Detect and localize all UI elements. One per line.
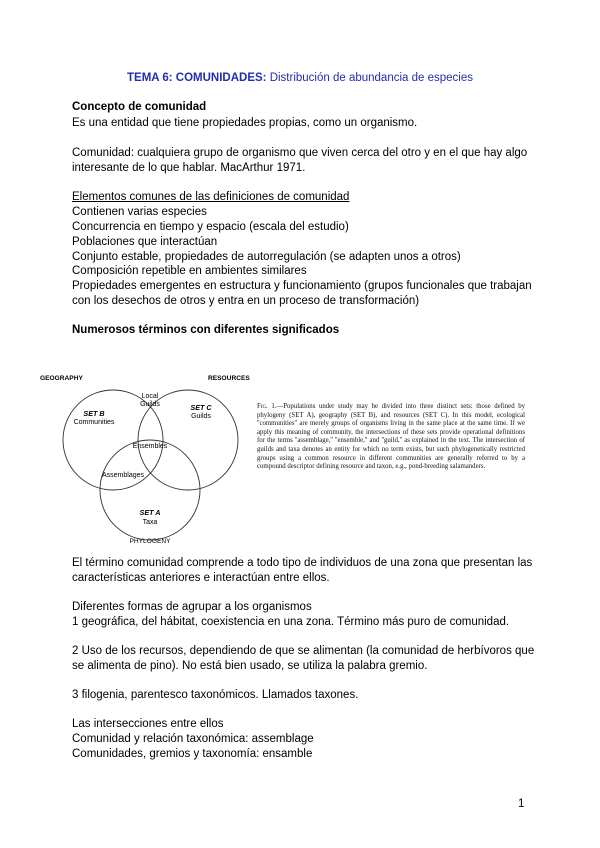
paragraph-entidad: Es una entidad que tiene propiedades propias, como un organismo. — [72, 117, 418, 129]
label-phylogeny: PHYLOGENY — [129, 538, 171, 545]
label-local: Local — [141, 393, 159, 400]
label-communities: Communities — [73, 419, 115, 426]
heading-elementos: Elementos comunes de las definiciones de comunidad — [72, 191, 350, 203]
paragraph-formas-1: 1 geográfica, del hábitat, coexistencia en una zona. Término más puro de comunidad. — [72, 616, 510, 628]
title-bold: TEMA 6: COMUNIDADES: — [127, 72, 267, 84]
venn-diagram — [38, 360, 270, 550]
label-guilds: Guilds — [191, 413, 211, 420]
elemento-item: con los desechos de otros y entra en un proceso de transformación) — [72, 295, 420, 307]
heading-concepto: Concepto de comunidad — [72, 101, 207, 113]
elemento-item: Contienen varias especies — [72, 206, 207, 218]
label-set-a: SET A — [139, 508, 161, 517]
paragraph-formas-heading: Diferentes formas de agrupar a los organismos — [72, 601, 312, 613]
paragraph-intersecciones: Las intersecciones entre ellos — [72, 718, 224, 730]
paragraph-comunidad-line-2: interesante de lo que hablar. MacArthur 1971. — [72, 162, 306, 174]
label-geography: GEOGRAPHY — [40, 375, 83, 382]
caption-fig: Fig. 1. — [257, 403, 277, 410]
elemento-item: Concurrencia en tiempo y espacio (escala del estudio) — [72, 221, 349, 233]
paragraph-formas-2-line-1: 2 Uso de los recursos, dependiendo de que se alimentan (la comunidad de herbívoros que — [72, 645, 535, 657]
page-number: 1 — [518, 798, 525, 810]
paragraph-ensamble: Comunidades, gremios y taxonomía: ensamble — [72, 748, 313, 760]
paragraph-termino-line-2: características anteriores e interactúan entre ellos. — [72, 572, 330, 584]
label-resources: RESOURCES — [208, 375, 250, 382]
label-taxa: Taxa — [142, 519, 158, 526]
paragraph-comunidad-line-1: Comunidad: cualquiera grupo de organismo que viven cerca del otro y en el que hay algo — [72, 147, 528, 159]
figure-caption — [257, 403, 525, 472]
label-ensembles: Ensembles — [132, 443, 168, 450]
heading-terminos: Numerosos términos con diferentes significados — [72, 324, 340, 336]
caption-text: —Populations under study may be divided into three distinct sets: those defined by phylogeny (SET A), geography (SET B), and resources (SET C). In this model, ecological ''communities'' are merely groups of organisms living in the same place at the same time. If we apply this meaning of community, the intersections of these sets provide operational definitions for the terms ''assemblage,'' ''ensemble,'' and ''guild,'' as explained in the text. The intersection of guilds and taxa denotes an entity for which no term exists, but such phylogenetically restricted groups using a common resource in different communities are generally referred to by a compound descriptor defining resource and taxon, e.g., pond-breeding salamanders. — [257, 403, 525, 471]
elemento-item: Conjunto estable, propiedades de autorregulación (se adapten unos a otros) — [72, 251, 461, 263]
paragraph-termino-line-1: El término comunidad comprende a todo tipo de individuos de una zona que presentan las — [72, 557, 533, 569]
label-set-b: SET B — [83, 409, 105, 418]
label-local-guilds: Guilds — [140, 401, 160, 408]
document-title — [0, 72, 600, 84]
paragraph-formas-2-line-2: se alimenta de pino). No está bien usado, se utiliza la palabra gremio. — [72, 660, 428, 672]
paragraph-formas-3: 3 filogenia, parentesco taxonómicos. Llamados taxones. — [72, 689, 359, 701]
paragraph-assemblage: Comunidad y relación taxonómica: assemblage — [72, 733, 314, 745]
elemento-item: Poblaciones que interactúan — [72, 236, 218, 248]
elemento-item: Propiedades emergentes en estructura y funcionamiento (grupos funcionales que trabajan — [72, 280, 532, 292]
label-assemblages: Assemblages — [101, 472, 145, 479]
elemento-item: Composición repetible en ambientes similares — [72, 265, 307, 277]
label-set-c: SET C — [190, 403, 212, 412]
title-rest: Distribución de abundancia de especies — [266, 72, 473, 84]
